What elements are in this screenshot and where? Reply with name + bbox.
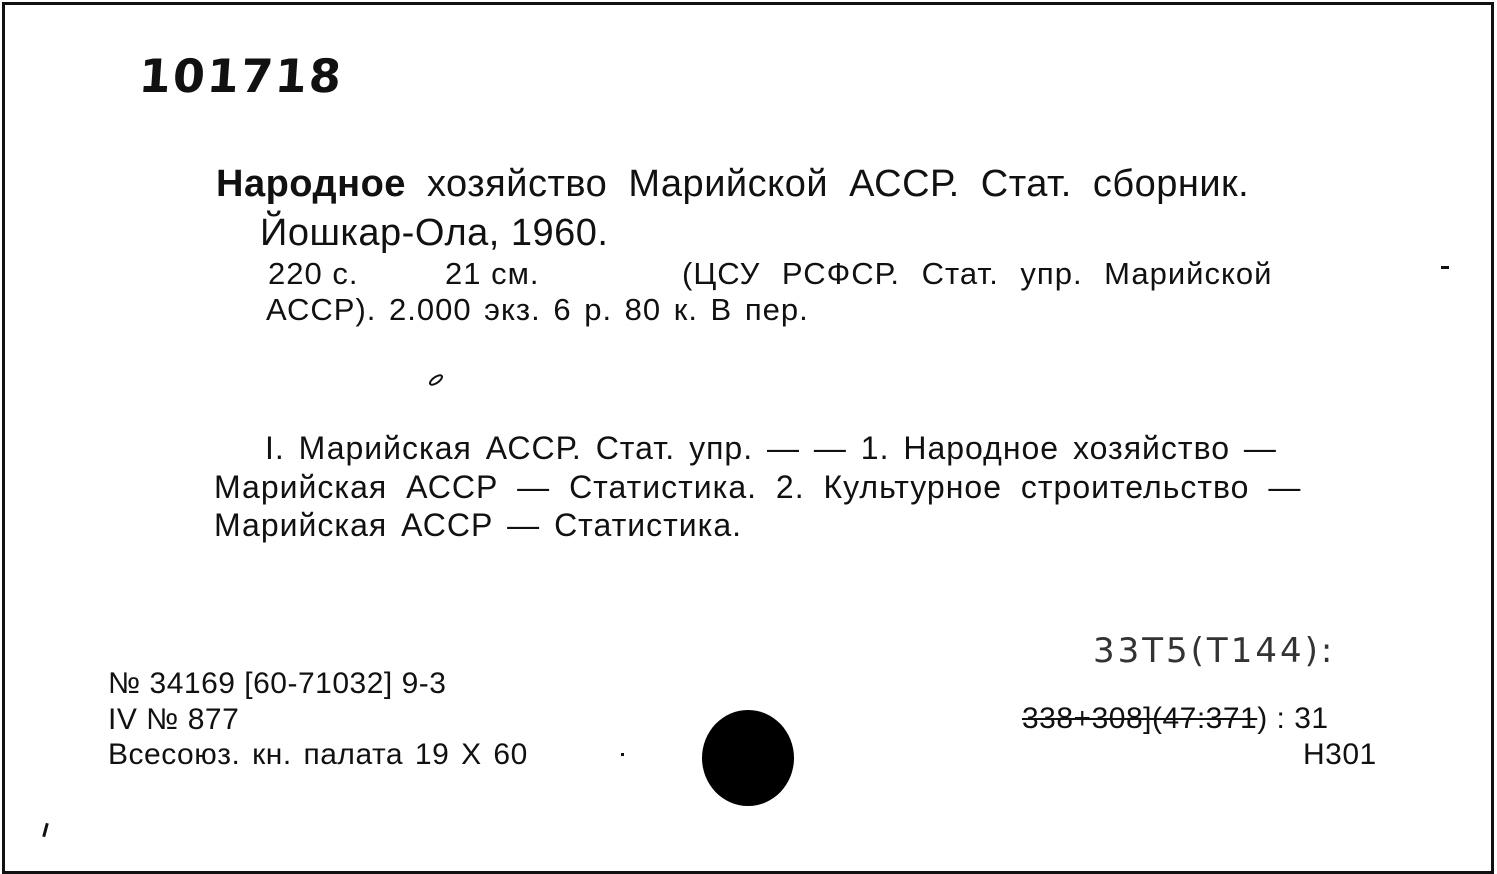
imprint-line: Йошкар-Ола, 1960. — [260, 212, 609, 254]
title-line — [216, 163, 1249, 206]
edge-mark-right — [1441, 266, 1449, 269]
handwritten-number: 101718 — [137, 49, 345, 103]
description-pages: 220 с. — [268, 256, 359, 291]
speck-mark — [621, 753, 624, 756]
registry-line-3: Всесоюз. кн. палата 19 X 60 — [108, 738, 528, 771]
classification-code: Н301 — [1303, 738, 1377, 771]
tracing-line-1: I. Марийская АССР. Стат. упр. — — 1. Народное хозяйство — — [265, 430, 1277, 466]
title-rest: хозяйство Марийской АССР. Стат. сборник. — [405, 163, 1250, 205]
classification-line — [1022, 702, 1329, 736]
description-size: 21 см. — [445, 256, 540, 291]
stamped-classification: 33Т5(Т144): — [1093, 631, 1336, 671]
edge-mark-left — [42, 823, 49, 837]
tracing-line-3: Марийская АССР — Статистика. — [214, 507, 743, 543]
description-line2: АССР). 2.000 экз. 6 р. 80 к. В пер. — [266, 292, 809, 327]
catalog-card — [2, 2, 1494, 874]
tracing-line-2: Марийская АССР — Статистика. 2. Культурное строительство — — [214, 469, 1302, 505]
registry-line-2: IV № 877 — [108, 703, 240, 736]
pen-mark-icon — [426, 372, 446, 388]
registry-line-1: № 34169 [60-71032] 9-3 — [108, 667, 447, 700]
struck-classification: 338+308](47:371 — [1022, 702, 1258, 735]
punch-hole — [702, 710, 794, 806]
classification-suffix: ) : 31 — [1257, 702, 1329, 735]
title-bold-word: Народное — [216, 163, 406, 205]
description-series: (ЦСУ РСФСР. Стат. упр. Марийской — [682, 256, 1273, 291]
